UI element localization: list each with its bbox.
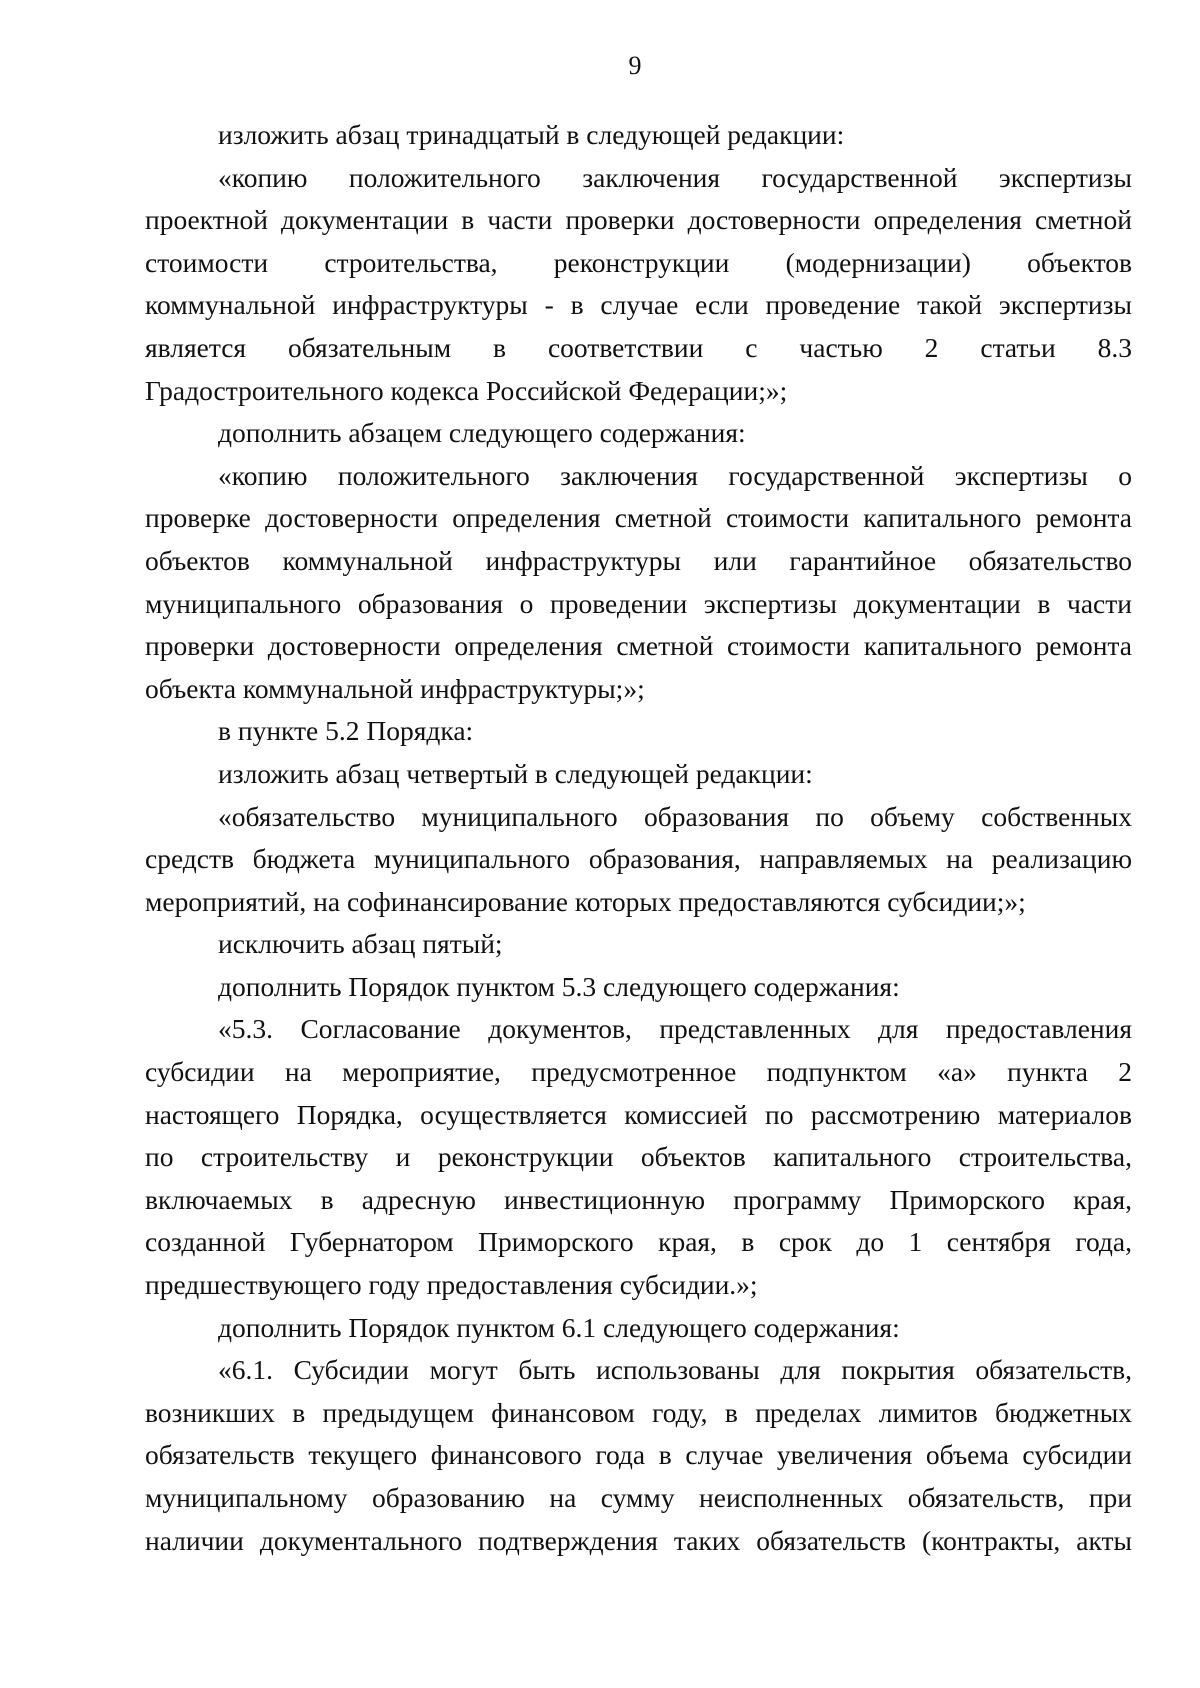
document-body <box>145 114 1132 1562</box>
text-line: «5.3. Согласование документов, представленных для предоставления <box>218 1013 1132 1045</box>
text-line: в пункте 5.2 Порядка: <box>218 715 474 747</box>
paragraph <box>145 412 1132 455</box>
text-line: стоимости строительства, реконструкции (модернизации) объектов <box>145 246 1132 278</box>
paragraph <box>145 1349 1132 1562</box>
text-line: дополнить Порядок пунктом 6.1 следующего содержания: <box>218 1311 900 1343</box>
text-line: возникших в предыдущем финансовом году, в пределах лимитов бюджетных <box>145 1396 1132 1428</box>
text-line: Градостроительного кодекса Российской Федерации;»; <box>145 374 788 406</box>
text-line: «копию положительного заключения государственной экспертизы <box>218 161 1132 193</box>
paragraph <box>145 114 1132 157</box>
text-line: включаемых в адресную инвестиционную программу Приморского края, <box>145 1183 1132 1215</box>
paragraph <box>145 753 1132 796</box>
paragraph <box>145 1307 1132 1350</box>
text-line: обязательств текущего финансового года в случае увеличения объема субсидии <box>145 1439 1132 1471</box>
paragraph <box>145 455 1132 711</box>
paragraph <box>145 710 1132 753</box>
text-line: «копию положительного заключения государственной экспертизы о <box>218 459 1132 491</box>
text-line: объекта коммунальной инфраструктуры;»; <box>145 672 645 704</box>
text-line: мероприятий, на софинансирование которых предоставляются субсидии;»; <box>145 885 1026 917</box>
text-line: является обязательным в соответствии с частью 2 статьи 8.3 <box>145 331 1132 363</box>
paragraph <box>145 966 1132 1009</box>
text-line: по строительству и реконструкции объектов капитального строительства, <box>145 1141 1132 1173</box>
text-line: проектной документации в части проверки достоверности определения сметной <box>145 204 1132 236</box>
text-line: наличии документального подтверждения таких обязательств (контракты, акты <box>145 1524 1132 1556</box>
text-line: проверке достоверности определения сметной стоимости капитального ремонта <box>145 502 1132 534</box>
text-line: изложить абзац четвертый в следующей редакции: <box>218 757 813 789</box>
text-line: «обязательство муниципального образования по объему собственных <box>218 800 1132 832</box>
text-line: муниципального образования о проведении экспертизы документации в части <box>145 587 1132 619</box>
text-line: коммунальной инфраструктуры - в случае если проведение такой экспертизы <box>145 289 1132 321</box>
text-line: дополнить Порядок пунктом 5.3 следующего содержания: <box>218 970 900 1002</box>
text-line: субсидии на мероприятие, предусмотренное подпунктом «а» пункта 2 <box>145 1056 1132 1088</box>
text-line: изложить абзац тринадцатый в следующей редакции: <box>218 119 845 150</box>
text-line: исключить абзац пятый; <box>218 928 503 960</box>
text-line: созданной Губернатором Приморского края, в срок до 1 сентября года, <box>145 1226 1132 1258</box>
text-line: муниципальному образованию на сумму неисполненных обязательств, при <box>145 1482 1132 1513</box>
text-line: средств бюджета муниципального образования, направляемых на реализацию <box>145 843 1132 875</box>
page-number: 9 <box>628 51 642 80</box>
paragraph <box>145 923 1132 966</box>
text-line: проверки достоверности определения сметной стоимости капитального ремонта <box>145 630 1132 662</box>
text-line: объектов коммунальной инфраструктуры или гарантийное обязательство <box>145 544 1132 576</box>
text-line: дополнить абзацем следующего содержания: <box>218 417 746 449</box>
text-line: настоящего Порядка, осуществляется комиссией по рассмотрению материалов <box>145 1098 1132 1130</box>
text-line: предшествующего году предоставления субсидии.»; <box>145 1269 758 1301</box>
text-line: «6.1. Субсидии могут быть использованы для покрытия обязательств, <box>218 1354 1132 1386</box>
paragraph <box>145 1008 1132 1306</box>
paragraph <box>145 796 1132 924</box>
paragraph <box>145 157 1132 413</box>
